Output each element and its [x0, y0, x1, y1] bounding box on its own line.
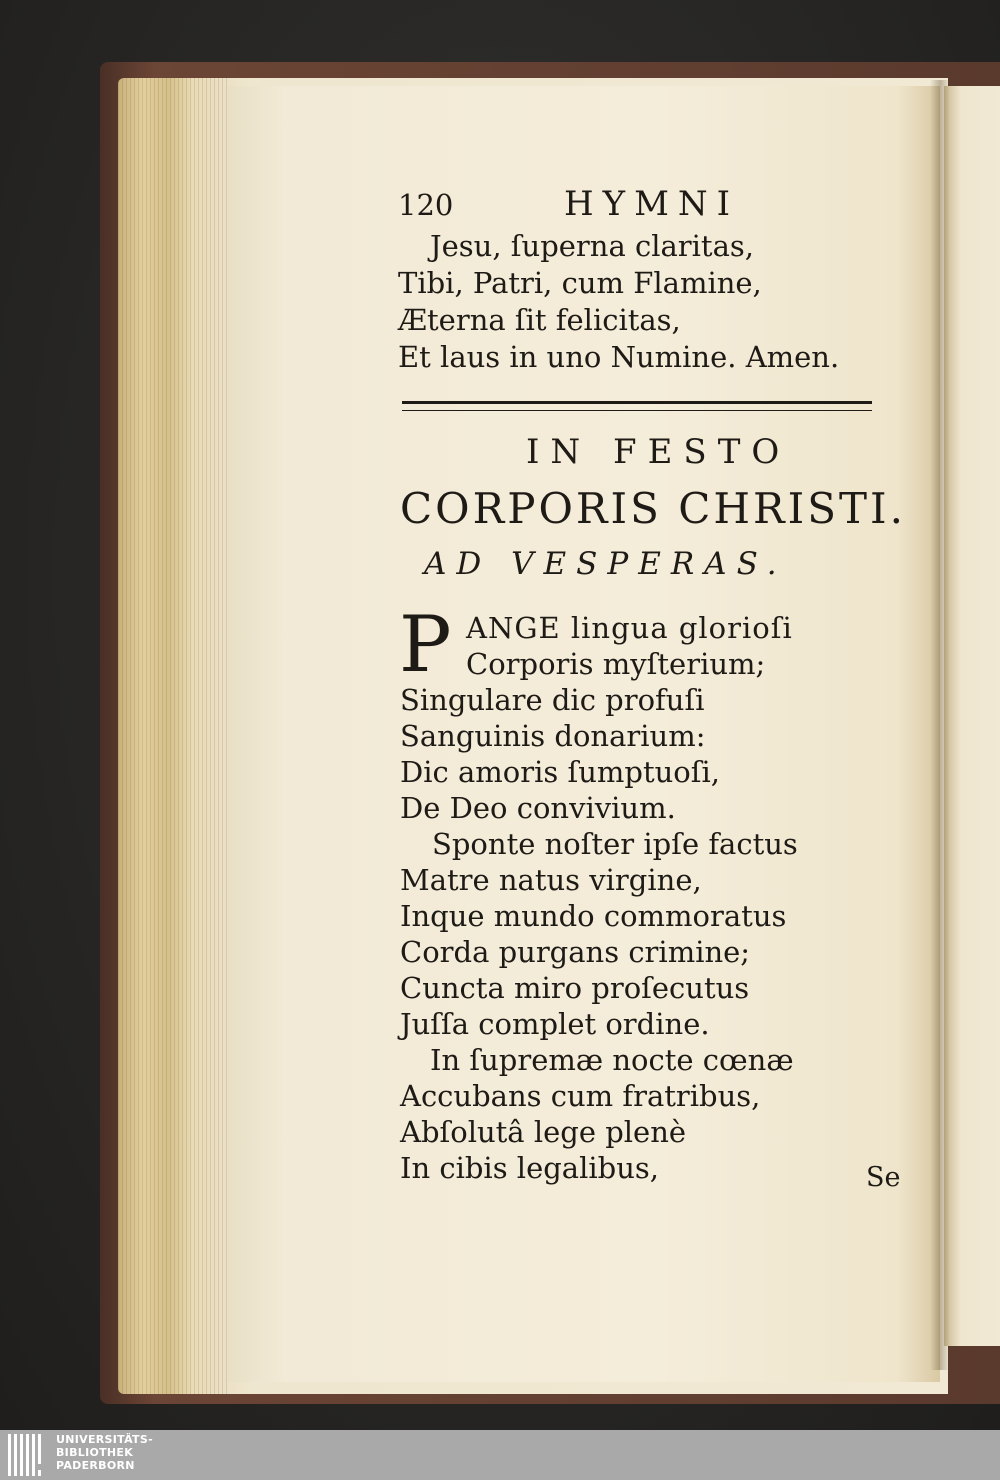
library-name: [56, 1433, 153, 1472]
feast-title: IN FESTO: [526, 432, 791, 472]
verse-line: De Deo convivium.: [400, 791, 676, 825]
verse-line: Tibi, Patri, cum Flamine,: [398, 266, 762, 300]
verse-line: Inque mundo commoratus: [400, 899, 787, 933]
facing-page: [944, 86, 1000, 1346]
feast-subtitle: CORPORIS CHRISTI.: [400, 484, 906, 533]
verse-line: Sponte noſter ipſe factus: [432, 827, 798, 861]
section-rule: [402, 401, 872, 411]
verse-line: Cuncta miro proſecutus: [400, 971, 750, 1005]
verse-line: Abſolutâ lege plenè: [400, 1115, 687, 1149]
library-name-line: UNIVERSITÄTS-: [56, 1433, 153, 1446]
page-header: [398, 184, 878, 228]
catchword: Se: [866, 1162, 901, 1193]
verse-line: Corda purgans crimine;: [400, 935, 751, 969]
verse-line: Matre natus virgine,: [400, 863, 702, 897]
verse-line: In cibis legalibus,: [400, 1151, 659, 1185]
hymn-first-line: ANGE lingua glorioſi: [466, 611, 793, 645]
page-number: 120: [398, 188, 454, 222]
verse-line: Et laus in uno Numine. Amen.: [398, 340, 840, 374]
verse-line: Accubans cum fratribus,: [400, 1079, 761, 1113]
library-logo-icon: [8, 1434, 48, 1476]
running-head: HYMNI: [564, 184, 740, 224]
verse-line: Æterna ſit felicitas,: [398, 303, 681, 337]
page-gutter: [930, 80, 950, 1370]
verse-line: Corporis myſterium;: [466, 647, 766, 681]
page-edges: [118, 78, 230, 1394]
library-name-line: PADERBORN: [56, 1459, 135, 1472]
office-title: AD VESPERAS.: [424, 546, 787, 582]
verse-line: Dic amoris ſumptuoſi,: [400, 755, 720, 789]
verse-line: Jesu, ſuperna claritas,: [430, 229, 754, 263]
verse-line: In ſupremæ nocte cœnæ: [430, 1043, 794, 1077]
verse-line: Juſſa complet ordine.: [400, 1007, 710, 1041]
verse-line: Sanguinis donarium:: [400, 719, 706, 753]
library-name-line: BIBLIOTHEK: [56, 1446, 134, 1459]
verse-line: Singulare dic profuſi: [400, 683, 705, 717]
drop-cap: P: [399, 600, 452, 690]
library-footer: [0, 1430, 1000, 1480]
